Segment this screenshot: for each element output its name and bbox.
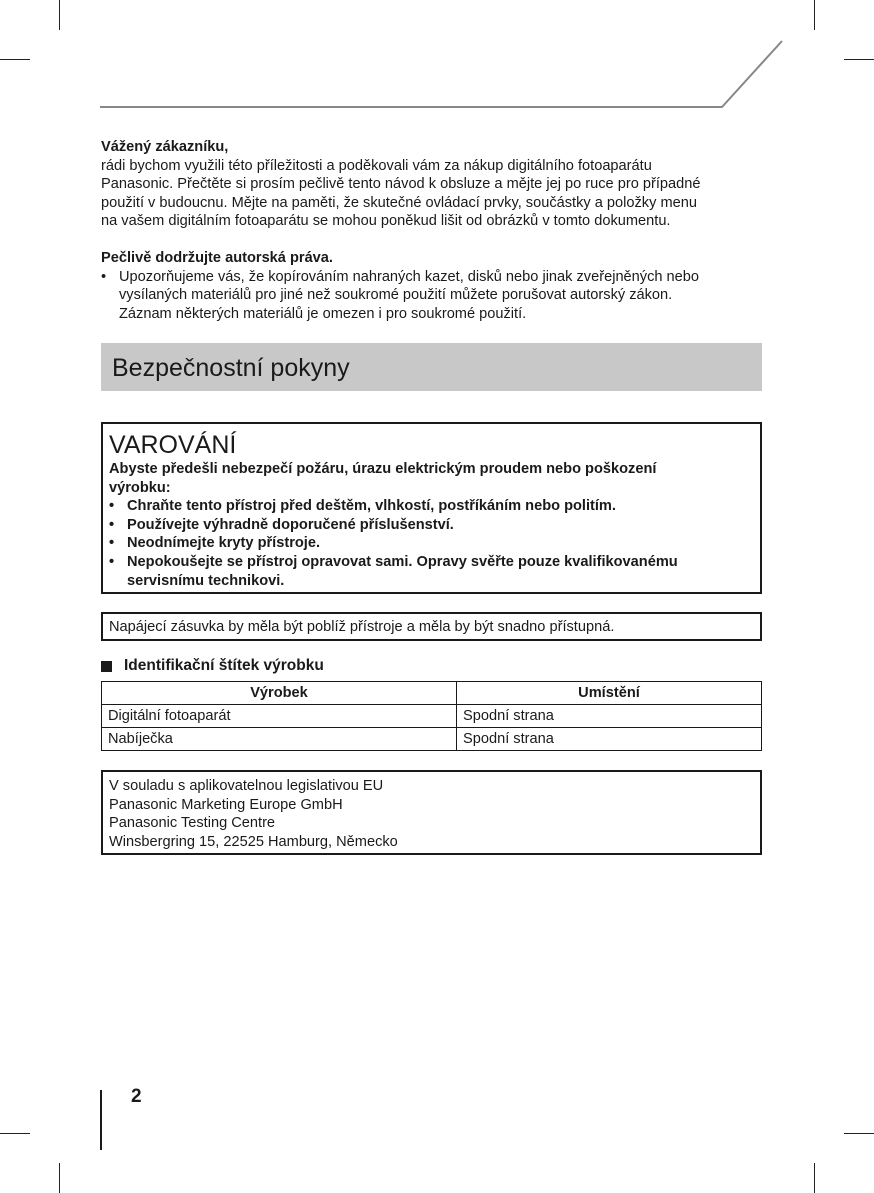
intro-line: Panasonic. Přečtěte si prosím pečlivě tento návod k obsluze a mějte jej po ruce pro případné — [101, 176, 701, 193]
square-bullet-icon — [101, 661, 112, 672]
warning-item — [109, 516, 749, 535]
section-title: Bezpečnostní pokyny — [112, 354, 350, 382]
warning-item — [109, 553, 749, 590]
crop-mark-bottom-right-h — [844, 1133, 874, 1134]
column-header-location: Umístění — [457, 682, 762, 705]
intro-paragraph — [101, 138, 761, 231]
copyright-section — [101, 249, 761, 323]
bullet-marker: • — [109, 535, 115, 552]
copyright-line: Upozorňujeme vás, že kopírováním nahraných kazet, disků nebo jinak zveřejněných nebo — [119, 268, 700, 285]
socket-note-box — [101, 612, 762, 641]
warning-item-line: Používejte výhradně doporučené příslušenství. — [127, 516, 454, 533]
eu-notice-line: Panasonic Marketing Europe GmbH — [109, 796, 343, 813]
table-cell: Digitální fotoaparát — [102, 705, 457, 728]
eu-notice-line: Winsbergring 15, 22525 Hamburg, Německo — [109, 833, 398, 850]
warning-item — [109, 534, 749, 553]
footer-rule — [100, 1090, 102, 1150]
page-number: 2 — [131, 1086, 142, 1107]
intro-line: použití v budoucnu. Mějte na paměti, že skutečné ovládací prvky, součástky a položky menu — [101, 194, 697, 211]
intro-greeting: Vážený zákazníku, — [101, 139, 229, 155]
warning-intro-line: výrobku: — [109, 479, 171, 496]
eu-notice-box — [101, 770, 762, 855]
bullet-marker: • — [109, 516, 115, 533]
warning-item-line: servisnímu technikovi. — [127, 572, 285, 589]
bullet-marker: • — [109, 498, 115, 515]
column-header-product: Výrobek — [102, 682, 457, 705]
table-header-row — [102, 682, 762, 705]
intro-line: rádi bychom využili této příležitosti a poděkovali vám za nákup digitálního fotoaparátu — [101, 157, 652, 174]
warning-box — [101, 422, 762, 594]
warning-item-line: Chraňte tento přístroj před deštěm, vlhkostí, postříkáním nebo politím. — [127, 498, 616, 515]
table-row — [102, 705, 762, 728]
header-rule — [0, 0, 874, 120]
eu-notice-text — [109, 777, 398, 851]
table-row — [102, 728, 762, 751]
bullet-marker: • — [101, 268, 107, 285]
intro-line: na vašem digitálním fotoaparátu se mohou poněkud lišit od obrázků v tomto dokumentu. — [101, 213, 671, 230]
crop-mark-bottom-left-v — [59, 1163, 60, 1193]
table-cell: Nabíječka — [102, 728, 457, 751]
copyright-line: Záznam některých materiálů je omezen i pro soukromé použití. — [119, 305, 527, 322]
warning-item-line: Neodnímejte kryty přístroje. — [127, 535, 321, 552]
identification-heading-text: Identifikační štítek výrobku — [124, 657, 324, 674]
identification-table — [101, 681, 762, 751]
warning-body — [109, 460, 749, 590]
eu-notice-line: V souladu s aplikovatelnou legislativou EU — [109, 778, 384, 794]
section-header-safety — [101, 343, 762, 391]
table-cell: Spodní strana — [457, 728, 762, 751]
socket-note-text: Napájecí zásuvka by měla být poblíž přístroje a měla by být snadno přístupná. — [109, 619, 615, 635]
warning-item — [109, 497, 749, 516]
warning-title: VAROVÁNÍ — [109, 431, 237, 459]
warning-intro-line: Abyste předešli nebezpečí požáru, úrazu elektrickým proudem nebo poškození — [109, 461, 657, 477]
copyright-heading: Pečlivě dodržujte autorská práva. — [101, 250, 333, 266]
eu-notice-line: Panasonic Testing Centre — [109, 815, 276, 832]
copyright-line: vysílaných materiálů pro jiné než soukromé použití můžete porušovat autorský zákon. — [119, 287, 673, 304]
crop-mark-bottom-right-v — [814, 1163, 815, 1193]
warning-item-line: Nepokoušejte se přístroj opravovat sami. Opravy svěřte pouze kvalifikovanému — [127, 553, 678, 570]
identification-heading — [101, 657, 324, 675]
table-cell: Spodní strana — [457, 705, 762, 728]
crop-mark-bottom-left-h — [0, 1133, 30, 1134]
bullet-marker: • — [109, 553, 115, 570]
